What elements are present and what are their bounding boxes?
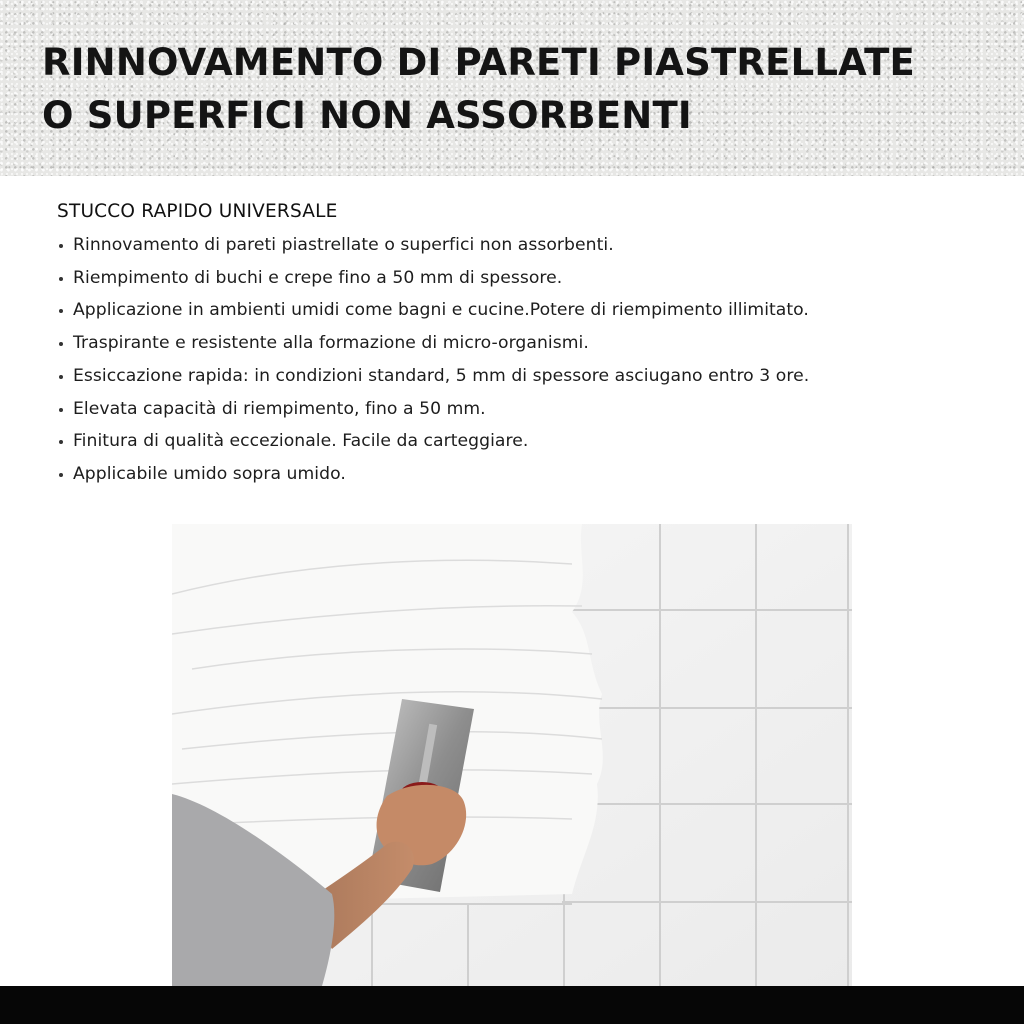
- feature-item: Traspirante e resistente alla formazione di micro-organismi.: [57, 327, 987, 360]
- product-photo: [172, 524, 852, 986]
- feature-item: Riempimento di buchi e crepe fino a 50 mm di spessore.: [57, 262, 987, 295]
- title-line-1: RINNOVAMENTO DI PARETI PIASTRELLATE: [42, 41, 916, 84]
- feature-list: [57, 229, 987, 491]
- page-title: [42, 36, 1002, 142]
- feature-item: Finitura di qualità eccezionale. Facile da carteggiare.: [57, 425, 987, 458]
- product-description: [57, 198, 987, 491]
- footer-bar: [0, 986, 1024, 1024]
- title-line-2: O SUPERFICI NON ASSORBENTI: [42, 94, 692, 137]
- feature-item: Applicabile umido sopra umido.: [57, 458, 987, 491]
- header-banner: [0, 0, 1024, 176]
- product-name: STUCCO RAPIDO UNIVERSALE: [57, 201, 338, 222]
- feature-item: Elevata capacità di riempimento, fino a 50 mm.: [57, 393, 987, 426]
- feature-item: Rinnovamento di pareti piastrellate o superfici non assorbenti.: [57, 229, 987, 262]
- feature-item: Applicazione in ambienti umidi come bagni e cucine.Potere di riempimento illimitato.: [57, 294, 987, 327]
- feature-item: Essiccazione rapida: in condizioni standard, 5 mm di spessore asciugano entro 3 ore.: [57, 360, 987, 393]
